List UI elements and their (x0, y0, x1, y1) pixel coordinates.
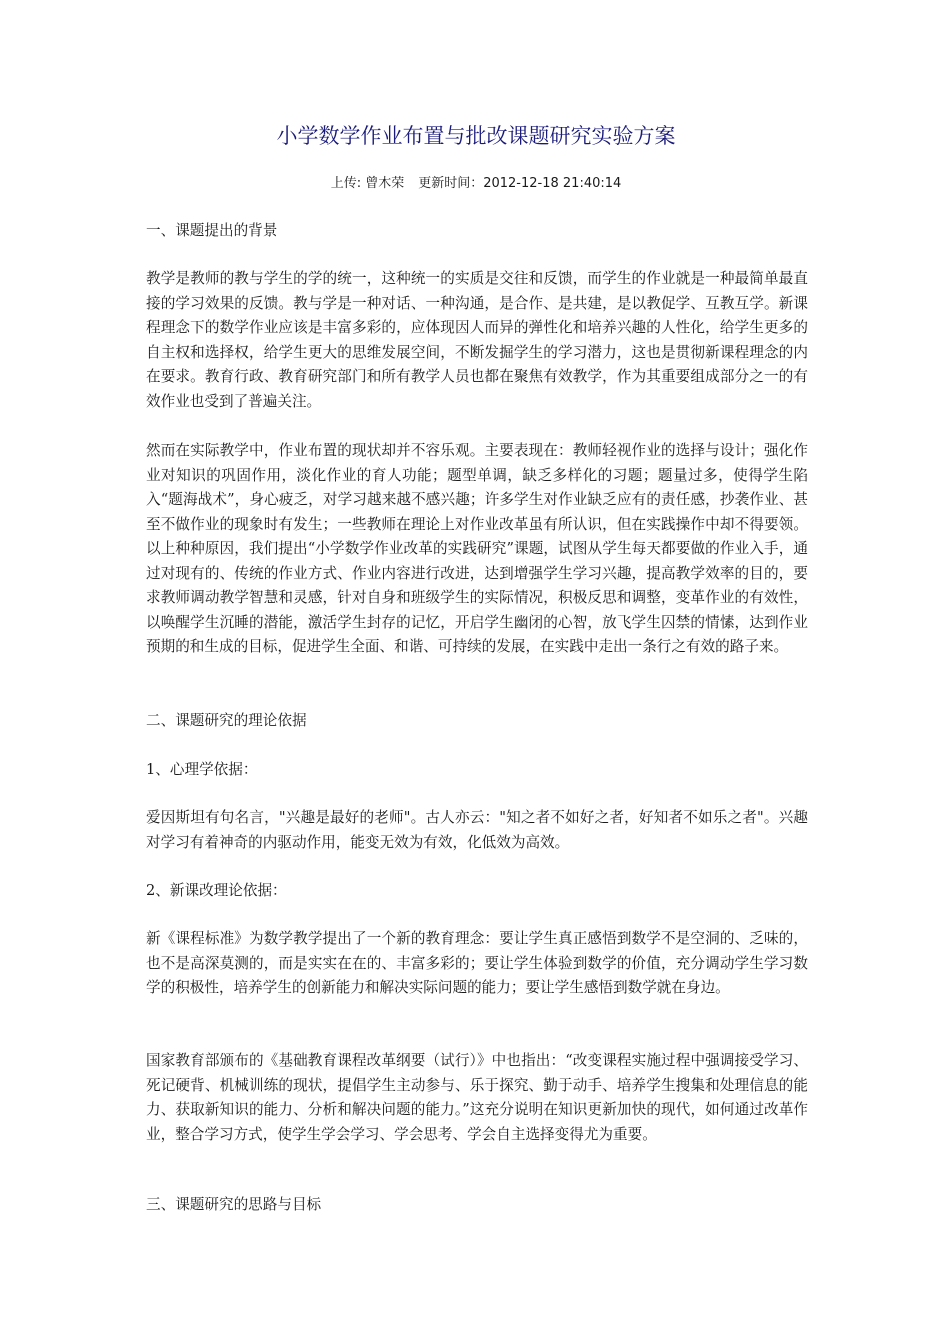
subheading-psychology: 1、心理学依据： (146, 761, 258, 778)
subheading-new-curriculum: 2、新课改理论依据： (146, 882, 287, 899)
paragraph-curriculum-standard: 新《课程标准》为数学教学提出了一个新的教育理念：要让学生真正感悟到数学不是空洞的、乏味的，也不是高深莫测的，而是实实在在的、丰富多彩的；要让学生体验到数学的价值，充分调动学生学习数学的积极性，培养学生的创新能力和解决实际问题的能力；要让学生感悟到数学就在身边。 (146, 930, 808, 996)
paragraph-psychology: 爱因斯坦有句名言，"兴趣是最好的老师"。古人亦云："知之者不如好之者，好知者不如乐之者"。兴趣对学习有着神奇的内驱动作用，能变无效为有效，化低效为高效。 (146, 809, 808, 851)
document-meta (146, 174, 806, 194)
document-title: 小学数学作业布置与批改课题研究实验方案 (276, 124, 676, 148)
paragraph-background-2: 然而在实际教学中，作业布置的现状却并不容乐观。主要表现在：教师轻视作业的选择与设计；强化作业对知识的巩固作用，淡化作业的育人功能；题型单调，缺乏多样化的习题；题量过多，使得学生陷入“题海战术”，身心疲乏，对学习越来越不感兴趣；许多学生对作业缺乏应有的责任感，抄袭作业、甚至不做作业的现象时有发生；一些教师在理论上对作业改革虽有所认识，但在实践操作中却不得要领。以上种种原因，我们提出“小学数学作业改革的实践研究”课题，试图从学生每天都要做的作业入手，通过对现有的、传统的作业方式、作业内容进行改进，达到增强学生学习兴趣，提高教学效率的目的，要求教师调动教学智慧和灵感，针对自身和班级学生的实际情况，积极反思和调整，变革作业的有效性，以唤醒学生沉睡的潜能，激活学生封存的记忆，开启学生幽闭的心智，放飞学生囚禁的情愫，达到作业预期的和生成的目标，促进学生全面、和谐、可持续的发展，在实践中走出一条行之有效的路子来。 (146, 442, 808, 655)
paragraph-background-1: 教学是教师的教与学生的学的统一，这种统一的实质是交往和反馈，而学生的作业就是一种最简单最直接的学习效果的反馈。教与学是一种对话、一种沟通，是合作、是共建，是以教促学、互教互学。新课程理念下的数学作业应该是丰富多彩的，应体现因人而异的弹性化和培养兴趣的人性化，给学生更多的自主权和选择权，给学生更大的思维发展空间，不断发掘学生的学习潜力，这也是贯彻新课程理念的内在要求。教育行政、教育研究部门和所有教学人员也都在聚焦有效教学，作为其重要组成部分之一的有效作业也受到了普遍关注。 (146, 270, 808, 410)
updated-time: 更新时间：2012-12-18 21:40:14 (418, 176, 622, 191)
uploader-label: 上传: 曾木荣 (330, 176, 405, 191)
paragraph-reform-outline: 国家教育部颁布的《基础教育课程改革纲要（试行）》中也指出：“改变课程实施过程中强调接受学习、死记硬背、机械训练的现状，提倡学生主动参与、乐于探究、勤于动手、培养学生搜集和处理信息的能力、获取新知识的能力、分析和解决问题的能力。”这充分说明在知识更新加快的现代，如何通过改革作业，整合学习方式，使学生学会学习、学会思考、学会自主选择变得尤为重要。 (146, 1052, 808, 1143)
section-heading-approach: 三、课题研究的思路与目标 (146, 1196, 322, 1213)
section-heading-background: 一、课题提出的背景 (146, 222, 278, 239)
section-heading-theory: 二、课题研究的理论依据 (146, 712, 307, 729)
